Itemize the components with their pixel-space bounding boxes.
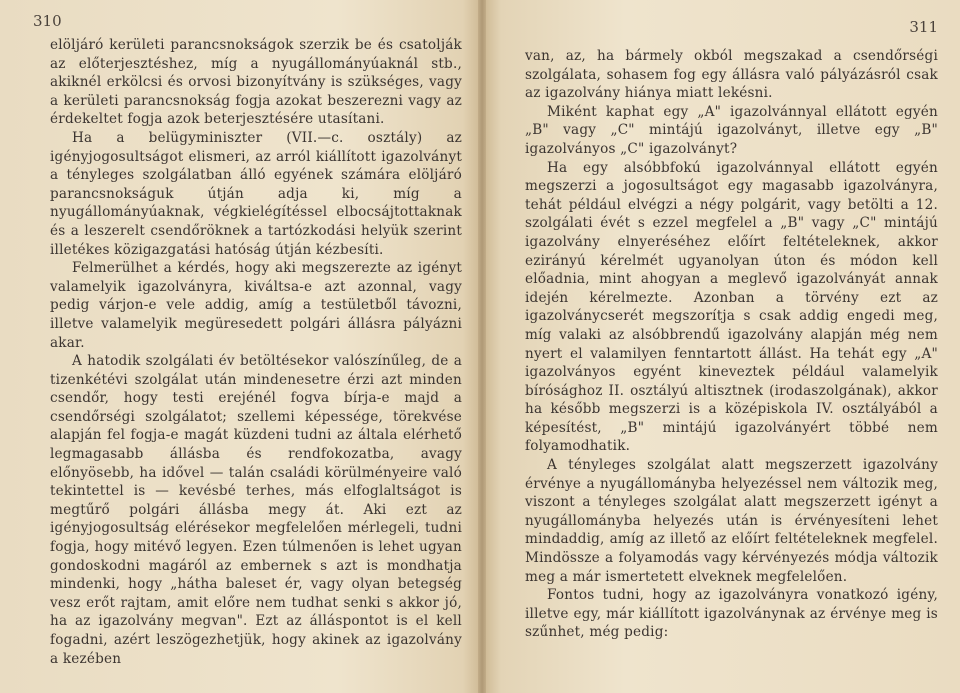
right-paragraph-4: A tényleges szolgálat alatt megszerzett igazolvány érvénye a nyugállományba helyezéssel nem változik meg, viszont a tényleges szolgálat alatt megszerzett igényt a nyugállományba helyezés után is érvényesíteni lehet mindaddig, amíg az illető az előírt feltételeknek megfelel. Mindössze a folyamodás vagy kérvényezés módja változik meg a már ismertetett elveknek megfelelően. bbox=[525, 457, 938, 585]
right-paragraph-2: Miként kaphat egy „A" igazolvánnyal ellátott egyén „B" vagy „C" mintájú igazolványt, illetve egy „B" igazolványos „C" igazolványt? bbox=[525, 103, 938, 157]
left-paragraph-3: Felmerülhet a kérdés, hogy aki megszerezte az igényt valamelyik igazolványra, kiváltsa-e azt azonnal, vagy pedig várjon-e vele addig, amíg a testületből távozni, illetve valamelyik megüresedett polgári állásra pályázni akar. bbox=[50, 260, 462, 351]
page-number-left: 310 bbox=[33, 12, 62, 30]
page-number-right: 311 bbox=[909, 18, 938, 36]
right-paragraph-3: Ha egy alsóbbfokú igazolvánnyal ellátott egyén megszerzi a jogosultságot egy magasabb igazolványra, tehát például elvégzi a négy polgárit, vagy betölti a 12. szolgálati évét s ezzel megfelel a „B" vagy „C" mintájú igazolvány elnyeréséhez előírt feltételeknek, akkor ezirányú kérelmét ugyanolyan úton és módon kell előadnia, mint ahogyan a meglevő igazolványát annak idején kérelmezte. Azonban a törvény ezt az igazolványcserét megszorítja s csak addig engedi meg, míg valaki az alsóbbrendű igazolvány alapján még nem nyert el valamilyen fenntartott állást. Ha tehát egy „A" igazolványos egyént kineveztek például valamelyik bírósághoz II. osztályú altisztnek (irodaszolgának), akkor ha később megszerzi is a középiskola IV. osztályából a képesítést, „B" mintájú igazolványért többé nem folyamodhatik. bbox=[525, 159, 938, 455]
book-gutter bbox=[478, 0, 486, 693]
left-paragraph-2: Ha a belügyminiszter (VII.—c. osztály) az igényjogosultságot elismeri, az arról kiállított igazolványt a tényleges szolgálatban álló egyének számára elöljáró parancsnokságuk útján adja ki, míg a nyugállományúaknak, végkielégítéssel elbocsájtottaknak és a leszerelt csendőröknek a tartózkodási helyük szerint illetékes közigazgatási hatóság útján kézbesíti. bbox=[50, 129, 462, 258]
left-paragraph-1: elöljáró kerületi parancsnokságok szerzik be és csatolják az előterjesztéshez, míg a nyugállományúaknál stb., akiknél erkölcsi és orvosi bizonyítvány is szükséges, vagy a kerületi parancsnokság fogja azokat beszerezni vagy az érdekeltet fogja azok beterjesztésére utasítani. bbox=[50, 37, 462, 128]
right-page bbox=[482, 0, 960, 693]
left-paragraph-4: A hatodik szolgálati év betöltésekor valószínűleg, de a tizenkétévi szolgálat után mindenesetre érzi azt minden csendőr, hogy testi erejénél fogva bírja-e majd a csendőrségi szolgálatot; szellemi képessége, törekvése alapján fel fogja-e magát küzdeni tudni az általa elérhető legmagasabb állásba és rendfokozatba, avagy előnyösebb, ha idővel — talán családi körülményeire való tekintettel is — kevésbé terhes, más elfoglaltságot is megtűrő polgári állásba megy át. Aki ezt az igényjogosultság elérésekor megfelelően mérlegeli, tudni fogja, hogy mitévő legyen. Ezen túlmenően is lehet ugyan gondoskodni magáról az embernek s azt is mondhatja mindenki, hogy „hátha baleset ér, vagy olyan betegség vesz erőt rajtam, amit előre nem tudhat senki s akkor jó, ha az igazolvány megvan". Ezt az álláspontot is el kell fogadni, azért leszögezhetjük, hogy akinek az igazolvány a kezében bbox=[50, 353, 462, 667]
right-paragraph-5: Fontos tudni, hogy az igazolványra vonatkozó igény, illetve egy, már kiállított igazolványnak az érvénye meg is szűnhet, még pedig: bbox=[525, 587, 938, 641]
right-paragraph-1: van, az, ha bármely okból megszakad a csendőrségi szolgálata, sohasem fog egy állásra való pályázásról csak az igazolvány hiánya miatt lekésni. bbox=[525, 48, 938, 102]
